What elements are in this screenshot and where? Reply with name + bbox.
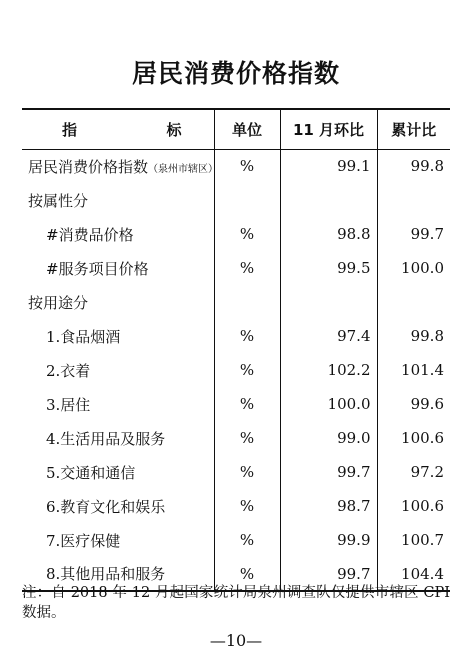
row-cumulative-value: 100.7	[377, 523, 450, 557]
indicator-label: 按用途分	[28, 293, 89, 312]
row-cumulative-value: 100.6	[377, 421, 450, 455]
header-unit: 单位	[214, 109, 280, 149]
indicator-label: 4.生活用品及服务	[46, 429, 166, 448]
indicator-label: #服务项目价格	[46, 259, 149, 278]
row-indicator-name	[22, 149, 219, 183]
row-mom-value: 99.5	[280, 251, 377, 285]
table-row	[22, 489, 450, 523]
row-cumulative-value: 99.7	[377, 217, 450, 251]
table-row	[22, 251, 450, 285]
table-row	[22, 387, 450, 421]
row-unit	[214, 285, 280, 319]
header-mom: 11 月环比	[280, 109, 377, 149]
row-cumulative-value: 99.8	[377, 319, 450, 353]
row-cumulative-value: 97.2	[377, 455, 450, 489]
page-number: —10—	[209, 631, 263, 650]
cpi-table	[22, 108, 450, 592]
row-cumulative-value: 101.4	[377, 353, 450, 387]
indicator-label: 居民消费价格指数	[28, 157, 149, 176]
row-indicator-name	[22, 523, 214, 557]
row-mom-value: 97.4	[280, 319, 377, 353]
table-row	[22, 455, 450, 489]
table-header-row	[22, 109, 450, 149]
row-indicator-name	[22, 353, 214, 387]
table-body	[22, 149, 450, 591]
row-cumulative-value: 100.6	[377, 489, 450, 523]
row-cumulative-value: 104.4	[377, 557, 450, 591]
table-row	[22, 353, 450, 387]
header-indicator	[22, 109, 214, 149]
row-mom-value	[280, 183, 377, 217]
region-qualifier: （泉州市辖区）	[148, 163, 219, 175]
row-unit: %	[214, 387, 280, 421]
row-indicator-name	[22, 217, 214, 251]
indicator-label: 8.其他用品和服务	[46, 565, 166, 583]
indicator-label: 6.教育文化和娱乐	[46, 497, 166, 516]
row-unit: %	[214, 489, 280, 523]
row-indicator-name	[22, 421, 214, 455]
row-indicator-name	[22, 251, 214, 285]
row-unit: %	[214, 455, 280, 489]
indicator-label: 1.食品烟酒	[46, 327, 121, 346]
row-mom-value: 99.9	[280, 523, 377, 557]
indicator-label: 2.衣着	[46, 361, 91, 380]
row-cumulative-value: 99.8	[377, 149, 450, 183]
page-title: 居民消费价格指数	[131, 59, 340, 88]
row-mom-value: 99.0	[280, 421, 377, 455]
table-row	[22, 285, 450, 319]
row-indicator-name	[22, 183, 214, 217]
indicator-label: 3.居住	[46, 395, 91, 414]
row-cumulative-value: 100.0	[377, 251, 450, 285]
row-unit: %	[214, 523, 280, 557]
row-indicator-name	[22, 387, 214, 421]
row-cumulative-value: 99.6	[377, 387, 450, 421]
row-unit: %	[214, 149, 280, 183]
row-mom-value	[280, 285, 377, 319]
indicator-label: 按属性分	[28, 191, 89, 210]
row-indicator-name	[22, 319, 214, 353]
table-row	[22, 319, 450, 353]
row-cumulative-value	[377, 285, 450, 319]
header-indicator-right: 标	[166, 120, 182, 139]
row-unit: %	[214, 251, 280, 285]
table-row	[22, 421, 450, 455]
row-unit: %	[214, 557, 280, 591]
row-unit: %	[214, 319, 280, 353]
row-indicator-name	[22, 285, 214, 319]
row-mom-value: 99.7	[280, 455, 377, 489]
header-cumulative: 累计比	[377, 109, 450, 149]
header-indicator-left: 指	[62, 120, 78, 139]
footnote: 注：自 2018 年 12 月起国家统计局泉州调查队仅提供市辖区 CPI 数据。	[22, 585, 450, 621]
indicator-label: 5.交通和通信	[46, 463, 136, 482]
row-unit: %	[214, 421, 280, 455]
row-unit: %	[214, 353, 280, 387]
row-mom-value: 99.1	[280, 149, 377, 183]
row-mom-value: 98.7	[280, 489, 377, 523]
table-row	[22, 183, 450, 217]
row-cumulative-value	[377, 183, 450, 217]
indicator-label: #消费品价格	[46, 225, 134, 244]
table-row	[22, 217, 450, 251]
row-mom-value: 102.2	[280, 353, 377, 387]
row-unit: %	[214, 217, 280, 251]
table-row	[22, 149, 450, 183]
row-mom-value: 99.7	[280, 557, 377, 591]
row-indicator-name	[22, 489, 214, 523]
row-mom-value: 98.8	[280, 217, 377, 251]
indicator-label: 7.医疗保健	[46, 531, 121, 550]
row-mom-value: 100.0	[280, 387, 377, 421]
table-row	[22, 523, 450, 557]
row-unit	[214, 183, 280, 217]
row-indicator-name	[22, 455, 214, 489]
